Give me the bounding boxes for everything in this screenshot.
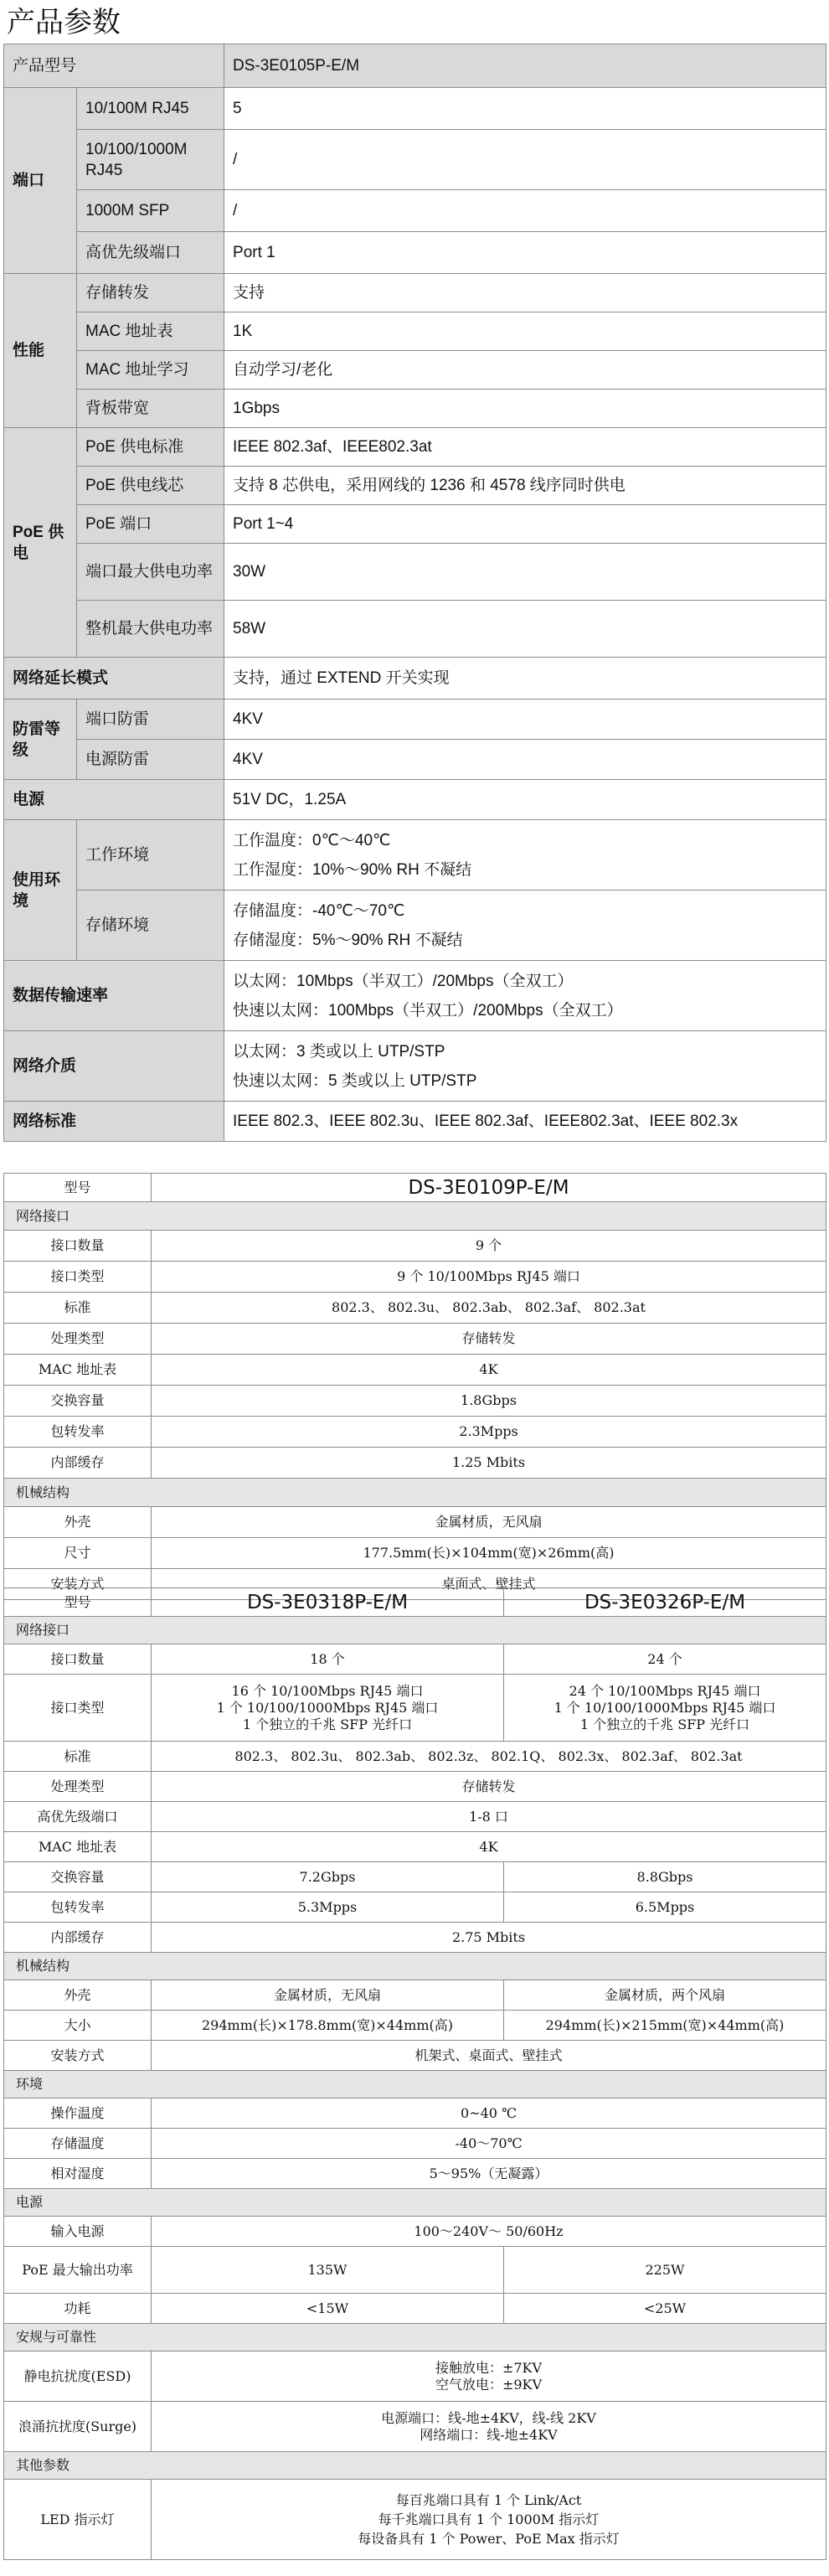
row-value: Port 1~4 [224, 505, 826, 544]
row-key: 整机最大供电功率 [77, 601, 224, 658]
std-value: IEEE 802.3、IEEE 802.3u、IEEE 802.3af、IEEE802.3at、IEEE 802.3x [224, 1102, 826, 1142]
row-value: 9 个 10/100Mbps RJ45 端口 [152, 1262, 826, 1293]
table-row [4, 1031, 826, 1102]
model-value: DS-3E0109P-E/M [152, 1174, 826, 1202]
port-type-line: 1 个 10/100/1000Mbps RJ45 端口 [216, 1699, 439, 1716]
row-key: 操作温度 [4, 2098, 152, 2129]
section-title: 网络接口 [4, 1202, 826, 1231]
table-row [4, 312, 826, 351]
row-value: 自动学习/老化 [224, 351, 826, 390]
group-label-poe: PoE 供电 [4, 428, 77, 658]
model-label: 型号 [4, 1174, 152, 1202]
table-row [4, 891, 826, 961]
row-key: 交换容量 [4, 1386, 152, 1417]
media-label: 网络介质 [4, 1031, 224, 1102]
table-row [4, 1507, 826, 1538]
row-key: 包转发率 [4, 1892, 152, 1923]
row-value-b: 6.5Mpps [504, 1892, 826, 1923]
table-row [4, 2129, 826, 2159]
page-title: 产品参数 [7, 6, 121, 39]
rate-line: 快速以太网：100Mbps（半双工）/200Mbps（全双工） [233, 1001, 623, 1020]
row-key: 端口防雷 [77, 699, 224, 740]
row-value [224, 891, 826, 961]
row-key: 大小 [4, 2011, 152, 2041]
row-key: 存储转发 [77, 274, 224, 312]
row-value: 支持 [224, 274, 826, 312]
row-value-a: 5.3Mpps [152, 1892, 504, 1923]
row-key: 10/100/1000M RJ45 [77, 130, 224, 190]
table-row [4, 2247, 826, 2294]
table-row [4, 2480, 826, 2560]
row-key: PoE 最大输出功率 [4, 2247, 152, 2294]
table-row [4, 699, 826, 740]
table-row [4, 1588, 826, 1617]
table-row [4, 232, 826, 274]
group-label-env: 使用环境 [4, 820, 77, 961]
table-row [4, 658, 826, 699]
row-key: 内部缓存 [4, 1448, 152, 1479]
row-value: 9 个 [152, 1231, 826, 1262]
row-value-b: 225W [504, 2247, 826, 2294]
table-row [4, 1417, 826, 1448]
row-value: 5 [224, 88, 826, 130]
row-key: 相对湿度 [4, 2159, 152, 2189]
table-row [4, 2294, 826, 2324]
row-key: 安装方式 [4, 1569, 152, 1600]
row-value-b: 294mm(长)×215mm(宽)×44mm(高) [504, 2011, 826, 2041]
rate-label: 数据传输速率 [4, 961, 224, 1031]
env-work-line: 工作温度：0℃～40℃ [233, 831, 391, 849]
row-value: 802.3、 802.3u、 802.3ab、 802.3af、 802.3at [152, 1293, 826, 1324]
media-line: 以太网：3 类或以上 UTP/STP [233, 1042, 445, 1061]
row-value: 30W [224, 544, 826, 601]
row-value: 4K [152, 1832, 826, 1862]
row-value: 存储转发 [152, 1324, 826, 1355]
ext-mode-value: 支持，通过 EXTEND 开关实现 [224, 658, 826, 699]
row-key: 处理类型 [4, 1324, 152, 1355]
table-row [4, 1923, 826, 1953]
row-key: 外壳 [4, 1507, 152, 1538]
row-key: 标准 [4, 1293, 152, 1324]
row-value [152, 2402, 826, 2452]
section-title: 网络接口 [4, 1617, 826, 1644]
section-row [4, 2452, 826, 2480]
table-row [4, 1355, 826, 1386]
table-row [4, 740, 826, 780]
surge-line: 电源端口：线-地±4KV，线-线 2KV [381, 2409, 596, 2426]
row-value: 1Gbps [224, 390, 826, 428]
row-key: 包转发率 [4, 1417, 152, 1448]
row-key: 接口类型 [4, 1262, 152, 1293]
media-value [224, 1031, 826, 1102]
row-value: 177.5mm(长)×104mm(宽)×26mm(高) [152, 1538, 826, 1569]
table-row [4, 390, 826, 428]
row-key: 内部缓存 [4, 1923, 152, 1953]
group-label-port: 端口 [4, 88, 77, 274]
row-value [224, 820, 826, 891]
section-title: 其他参数 [4, 2452, 826, 2480]
led-line: 每千兆端口具有 1 个 1000M 指示灯 [378, 2511, 600, 2527]
row-key: 高优先级端口 [4, 1802, 152, 1832]
row-key: 接口类型 [4, 1675, 152, 1742]
row-key: MAC 地址表 [77, 312, 224, 351]
row-key: 端口最大供电功率 [77, 544, 224, 601]
port-type-line: 1 个独立的千兆 SFP 光纤口 [242, 1716, 413, 1732]
row-value: -40～70℃ [152, 2129, 826, 2159]
section-title: 机械结构 [4, 1953, 826, 1980]
row-key: 交换容量 [4, 1862, 152, 1892]
row-value: 802.3、 802.3u、 802.3ab、 802.3z、 802.1Q、 802.3x、 802.3af、 802.3at [152, 1742, 826, 1772]
media-line: 快速以太网：5 类或以上 UTP/STP [233, 1071, 477, 1090]
section-row [4, 1617, 826, 1644]
row-value: 1.25 Mbits [152, 1448, 826, 1479]
row-value [152, 2480, 826, 2560]
spec-table-3e0318p-3e0326p [3, 1587, 826, 2560]
row-key: 接口数量 [4, 1231, 152, 1262]
row-key: 浪涌抗扰度(Surge) [4, 2402, 152, 2452]
row-value-a: <15W [152, 2294, 504, 2324]
table-row [4, 2011, 826, 2041]
row-key: 安装方式 [4, 2041, 152, 2071]
esd-line: 接触放电：±7KV [435, 2359, 543, 2376]
model-value: DS-3E0105P-E/M [224, 44, 826, 88]
power-value: 51V DC，1.25A [224, 780, 826, 820]
row-key: PoE 供电标准 [77, 428, 224, 467]
row-key: 高优先级端口 [77, 232, 224, 274]
table-row [4, 130, 826, 190]
row-key: PoE 供电线芯 [77, 467, 224, 505]
led-line: 每设备具有 1 个 Power、PoE Max 指示灯 [358, 2530, 620, 2547]
table-row [4, 961, 826, 1031]
port-type-line: 1 个独立的千兆 SFP 光纤口 [579, 1716, 750, 1732]
table-row [4, 44, 826, 88]
rate-value [224, 961, 826, 1031]
row-value: 2.75 Mbits [152, 1923, 826, 1953]
row-value: 58W [224, 601, 826, 658]
table-row [4, 2159, 826, 2189]
section-row [4, 2071, 826, 2098]
table-row [4, 1324, 826, 1355]
row-key: MAC 地址表 [4, 1832, 152, 1862]
row-value: 100～240V～ 50/60Hz [152, 2217, 826, 2247]
row-key: MAC 地址学习 [77, 351, 224, 390]
section-title: 电源 [4, 2189, 826, 2217]
table-row [4, 1742, 826, 1772]
model-label: 产品型号 [4, 44, 224, 88]
row-key: 功耗 [4, 2294, 152, 2324]
spec-table-3e0109p [3, 1173, 826, 1600]
table-row [4, 1675, 826, 1742]
section-row [4, 1479, 826, 1507]
table-row [4, 1293, 826, 1324]
row-value-a: 135W [152, 2247, 504, 2294]
row-value: 4KV [224, 740, 826, 780]
port-type-line: 24 个 10/100Mbps RJ45 端口 [569, 1682, 761, 1699]
table-row [4, 190, 826, 232]
row-value-b: 8.8Gbps [504, 1862, 826, 1892]
row-key: 1000M SFP [77, 190, 224, 232]
table-row [4, 1386, 826, 1417]
table-row [4, 2041, 826, 2071]
row-value-a: 18 个 [152, 1644, 504, 1675]
table-row [4, 1231, 826, 1262]
table-row [4, 274, 826, 312]
row-key: 接口数量 [4, 1644, 152, 1675]
row-key: 外壳 [4, 1980, 152, 2011]
table-row [4, 2217, 826, 2247]
row-key: 静电抗扰度(ESD) [4, 2351, 152, 2402]
row-key: 工作环境 [77, 820, 224, 891]
row-key: 存储温度 [4, 2129, 152, 2159]
row-value-a: 金属材质，无风扇 [152, 1980, 504, 2011]
table-row [4, 601, 826, 658]
rate-line: 以太网：10Mbps（半双工）/20Mbps（全双工） [233, 972, 574, 990]
row-value: 5～95%（无凝露） [152, 2159, 826, 2189]
table-row [4, 544, 826, 601]
port-type-line: 16 个 10/100Mbps RJ45 端口 [231, 1682, 424, 1699]
env-work-line: 工作湿度：10%～90% RH 不凝结 [233, 860, 472, 879]
row-value: 2.3Mpps [152, 1417, 826, 1448]
model-label: 型号 [4, 1588, 152, 1617]
row-key: 处理类型 [4, 1772, 152, 1802]
power-label: 电源 [4, 780, 224, 820]
row-key: 背板带宽 [77, 390, 224, 428]
row-key: 10/100M RJ45 [77, 88, 224, 130]
table-row [4, 1892, 826, 1923]
row-key: LED 指示灯 [4, 2480, 152, 2560]
row-value: / [224, 130, 826, 190]
section-row [4, 1202, 826, 1231]
esd-line: 空气放电：±9KV [435, 2376, 543, 2393]
table-row [4, 467, 826, 505]
env-store-line: 存储温度：-40℃～70℃ [233, 901, 405, 920]
section-title: 机械结构 [4, 1479, 826, 1507]
row-value: / [224, 190, 826, 232]
row-key: 尺寸 [4, 1538, 152, 1569]
table-row [4, 88, 826, 130]
table-row [4, 1448, 826, 1479]
row-value: 4KV [224, 699, 826, 740]
row-value-b: 24 个 [504, 1644, 826, 1675]
surge-line: 网络端口：线-地±4KV [420, 2426, 558, 2443]
row-value-b [504, 1675, 826, 1742]
row-value: 1.8Gbps [152, 1386, 826, 1417]
section-row [4, 2324, 826, 2351]
table-row [4, 1174, 826, 1202]
row-value [152, 2351, 826, 2402]
led-line: 每百兆端口具有 1 个 Link/Act [395, 2491, 582, 2508]
table-row [4, 428, 826, 467]
table-row [4, 1832, 826, 1862]
group-label-surge: 防雷等级 [4, 699, 77, 780]
table-row [4, 1102, 826, 1142]
row-value: IEEE 802.3af、IEEE802.3at [224, 428, 826, 467]
row-value: Port 1 [224, 232, 826, 274]
row-value: 4K [152, 1355, 826, 1386]
env-store-line: 存储湿度：5%～90% RH 不凝结 [233, 931, 463, 949]
row-value: 存储转发 [152, 1772, 826, 1802]
model-value-a: DS-3E0318P-E/M [152, 1588, 504, 1617]
spec-table-3e0105p [3, 44, 826, 1142]
table-row [4, 1262, 826, 1293]
model-value-b: DS-3E0326P-E/M [504, 1588, 826, 1617]
row-value-a [152, 1675, 504, 1742]
row-value: 1K [224, 312, 826, 351]
table-row [4, 351, 826, 390]
row-key: 标准 [4, 1742, 152, 1772]
row-value-a: 7.2Gbps [152, 1862, 504, 1892]
section-title: 环境 [4, 2071, 826, 2098]
table-row [4, 1980, 826, 2011]
row-value: 桌面式、壁挂式 [152, 1569, 826, 1600]
row-value-b: <25W [504, 2294, 826, 2324]
section-title: 安规与可靠性 [4, 2324, 826, 2351]
row-value: 金属材质，无风扇 [152, 1507, 826, 1538]
row-value: 机架式、桌面式、壁挂式 [152, 2041, 826, 2071]
row-key: 存储环境 [77, 891, 224, 961]
section-row [4, 1953, 826, 1980]
table-row [4, 505, 826, 544]
table-row [4, 2351, 826, 2402]
row-key: MAC 地址表 [4, 1355, 152, 1386]
table-row [4, 2098, 826, 2129]
section-row [4, 2189, 826, 2217]
row-key: 输入电源 [4, 2217, 152, 2247]
ext-mode-label: 网络延长模式 [4, 658, 224, 699]
row-value-a: 294mm(长)×178.8mm(宽)×44mm(高) [152, 2011, 504, 2041]
row-value: 支持 8 芯供电，采用网线的 1236 和 4578 线序同时供电 [224, 467, 826, 505]
table-row [4, 1772, 826, 1802]
group-label-perf: 性能 [4, 274, 77, 428]
table-row [4, 1802, 826, 1832]
row-key: 电源防雷 [77, 740, 224, 780]
table-row [4, 1644, 826, 1675]
table-row [4, 2402, 826, 2452]
table-row [4, 1538, 826, 1569]
port-type-line: 1 个 10/100/1000Mbps RJ45 端口 [554, 1699, 776, 1716]
row-key: PoE 端口 [77, 505, 224, 544]
row-value: 1-8 口 [152, 1802, 826, 1832]
table-row [4, 820, 826, 891]
table-row [4, 780, 826, 820]
table-row [4, 1862, 826, 1892]
std-label: 网络标准 [4, 1102, 224, 1142]
row-value-b: 金属材质，两个风扇 [504, 1980, 826, 2011]
row-value: 0~40 ℃ [152, 2098, 826, 2129]
